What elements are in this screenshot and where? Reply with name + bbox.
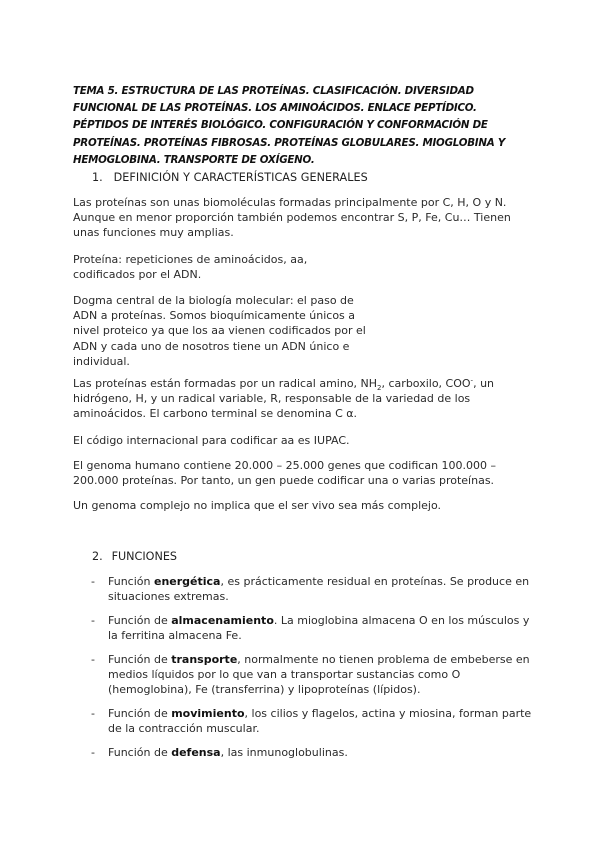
- section-1-title: DEFINICIÓN Y CARACTERÍSTICAS GENERALES: [113, 171, 368, 184]
- bullet-prefix: Función de: [108, 652, 172, 666]
- bullet-dash: -: [91, 613, 95, 627]
- bullet-text: . La mioglobina almacena O en los músculos y la ferritina almacena Fe.: [108, 613, 530, 643]
- bullet-text: , las inmunoglobulinas.: [220, 745, 348, 759]
- amino-subscript: 2: [377, 384, 382, 393]
- bullet-keyword: transporte: [171, 652, 238, 666]
- paragraph-protein-definition: Proteína: repeticiones de aminoácidos, aa, codificados por el ADN.: [73, 253, 308, 282]
- section-2-title: FUNCIONES: [111, 550, 178, 563]
- carboxyl-superscript: -: [470, 376, 474, 385]
- bullet-keyword: almacenamiento: [171, 613, 274, 627]
- paragraph-iupac: El código internacional para codificar aa es IUPAC.: [73, 434, 350, 447]
- bullet-text: , normalmente no tienen problema de embeberse en medios líquidos por lo que van a transportar sustancias como O (hemoglobina), Fe (transferrina) y lipoproteínas (lípidos).: [108, 652, 530, 697]
- bullet-text: , es prácticamente residual en proteínas. Se produce en situaciones extremas.: [108, 575, 530, 604]
- bullet-keyword: energética: [153, 575, 221, 588]
- section-1-heading: [92, 171, 368, 184]
- list-item: [73, 706, 533, 736]
- bullet-dash: -: [91, 706, 95, 720]
- page-title: TEMA 5. ESTRUCTURA DE LAS PROTEÍNAS. CLASIFICACIÓN. DIVERSIDAD FUNCIONAL DE LAS PROTEÍNAS. LOS AMINOÁCIDOS. ENLACE PEPTÍDICO. PÉPTIDOS DE INTERÉS BIOLÓGICO. CONFIGURACIÓN Y CONFORMACIÓN DE PROTEÍNAS. PROTEÍNAS FIBROSAS. PROTEÍNAS GLOBULARES. MIOGLOBINA Y HEMOGLOBINA. TRANSPORTE DE OXÍGENO.: [73, 85, 506, 166]
- bullet-dash: -: [91, 745, 95, 759]
- paragraph-protein-structure: [73, 376, 533, 422]
- paragraph-central-dogma: Dogma central de la biología molecular: el paso de ADN a proteínas. Somos bioquímicamente únicos a nivel proteico ya que los aa vienen codificados por el ADN y cada uno de nosotros tiene un ADN único e individual.: [73, 294, 366, 368]
- list-item: [73, 574, 533, 604]
- section-1-number: 1.: [92, 171, 103, 184]
- paragraph-genome: El genoma humano contiene 20.000 – 25.000 genes que codifican 100.000 – 200.000 proteínas. Por tanto, un gen puede codificar una o varias proteínas.: [73, 459, 497, 488]
- list-item: [73, 652, 533, 698]
- paragraph-composition: Las proteínas son unas biomoléculas formadas principalmente por C, H, O y N. Aunque en menor proporción también podemos encontrar S, P, Fe, Cu… Tienen unas funciones muy amplias.: [73, 196, 511, 240]
- bullet-dash: -: [91, 652, 95, 666]
- section-2-heading: [92, 550, 177, 563]
- bullet-prefix: Función de: [108, 613, 172, 627]
- bullet-dash: -: [91, 575, 95, 588]
- bullet-keyword: movimiento: [171, 706, 245, 720]
- structure-text-b: , carboxilo, COO: [381, 377, 471, 390]
- section-2-number: 2.: [92, 550, 103, 563]
- bullet-keyword: defensa: [171, 745, 221, 759]
- bullet-prefix: Función de: [108, 745, 172, 759]
- bullet-prefix: Función de: [108, 706, 172, 720]
- paragraph-genome-complexity: Un genoma complejo no implica que el ser vivo sea más complejo.: [73, 499, 442, 512]
- bullet-prefix: Función: [108, 575, 154, 588]
- structure-text-a: Las proteínas están formadas por un radical amino, NH: [73, 377, 378, 390]
- list-item: [73, 613, 533, 643]
- bullet-text: , los cilios y flagelos, actina y miosina, forman parte de la contracción muscular.: [108, 706, 532, 736]
- structure-text-c: , un hidrógeno, H, y un radical variable, R, responsable de la variedad de los aminoácidos. El carbono terminal se denomina C α.: [73, 377, 495, 421]
- list-item: [73, 745, 533, 760]
- functions-list: [73, 574, 533, 769]
